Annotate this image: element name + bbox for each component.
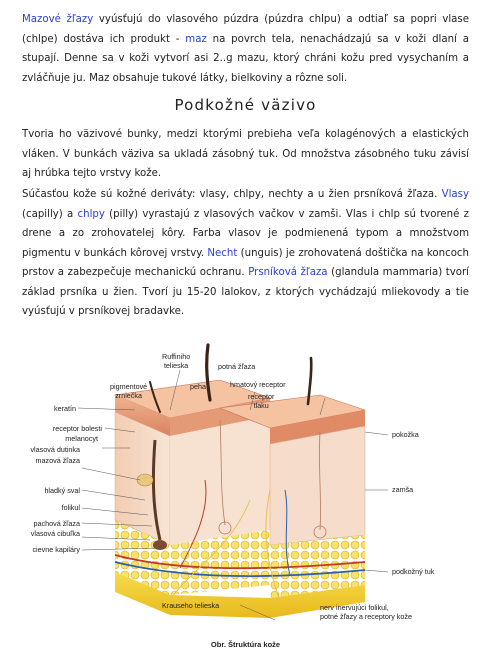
label-pigment [110, 383, 147, 400]
label-hmatovy: hmatový receptor [230, 380, 286, 389]
label-ruffini [162, 353, 190, 370]
label-text: receptor tlaku [248, 392, 275, 410]
label-nerv [320, 604, 412, 621]
text-segment: (glandula mammaria) tvorí základ prsníka u žien. Tvorí ju 15-20 lalokov, z ktorých vychádzajú mliekovody a tie vyúsťujú v prsníkovej bradavke. [22, 267, 470, 317]
label-pachova: pachová žľaza [33, 519, 80, 528]
text-segment: na povrch tela, nenachádzajú sa v koži dlaní a stupají. Denne sa v koži vytvorí asi 2..g mazu, ktorý chráni kožu pred vysychaním a zvláčňuje ju. Maz obsahuje tukové látky, bielkoviny a rôzne soli. [22, 33, 469, 84]
label-keratin: keratín [54, 404, 76, 413]
paragraph-skin-derivatives [22, 185, 469, 322]
label-tlaku [248, 393, 274, 410]
skin-structure-figure [20, 340, 470, 640]
link-maz[interactable]: maz [185, 33, 207, 45]
link-prsnikova-zlaza[interactable]: Prsníková žľaza [248, 267, 328, 278]
label-sval: hladký sval [44, 486, 80, 495]
label-kapilary: cievne kapiláry [32, 545, 80, 554]
text-segment: (capilly) a [22, 208, 78, 220]
label-potna-zlaza: potná žľaza [218, 362, 256, 371]
label-melanocyt: melanocyt [65, 434, 98, 443]
label-text: nerv inervujúci folikul, potné žľazy a receptory kože [320, 603, 412, 621]
label-dutinka: vlasová dutinka [30, 445, 80, 454]
label-folikul: folikul [61, 503, 80, 512]
text-segment: (unguis) je zrohovatená doštička na koncoch prstov a zabezpečuje mechanickú ochranu. [22, 247, 469, 278]
label-bolest: receptor bolesti [52, 424, 102, 433]
label-peha: peha [190, 382, 206, 391]
link-chlpy[interactable]: chlpy [77, 208, 105, 220]
text-segment: (pilly) vyrastajú z vlasových vačkov v zamši. Vlas i chlp sú tvorené z drene a zo zrohovatelej kôry. Farba vlasov je podmienená typom a množstvom pigmentu v bunkách kôrovej vrstvy. [22, 208, 469, 259]
label-mazova: mazová žľaza [35, 456, 80, 465]
label-text: Ruffiniho telieska [162, 352, 191, 370]
paragraph-subcutaneous: Tvoria ho väzivové bunky, medzi ktorými prebieha veľa kolagénových a elastických vláken. V bunkách väziva sa ukladá zásobný tuk. Od množstva zásobného tuku závisí aj hrúbka tejto vrstvy kože. [22, 129, 469, 179]
section-heading: Podkožné väzivo [174, 96, 317, 114]
label-zamsa: zamša [392, 485, 414, 494]
text-segment: Súčasťou kože sú kožné deriváty: vlasy, chlpy, nechty a u žien prsníková žľaza. [22, 189, 442, 200]
label-cibulka: vlasová cibuľka [30, 529, 80, 538]
figure-caption: Obr. Štruktúra kože [210, 640, 281, 649]
text-segment: vyúsťujú do vlasového púzdra (púzdra chlpu) a odtiaľ sa popri vlase (chlpe) dostáva ich produkt - [22, 14, 470, 45]
label-text: pigmentové zrniečka [110, 382, 148, 400]
label-podkozny: podkožný tuk [392, 567, 435, 576]
paragraph-sebaceous-glands [22, 10, 469, 88]
label-krause: Krauseho telieska [162, 601, 220, 610]
label-pokozka: pokožka [392, 430, 419, 439]
link-vlasy[interactable]: Vlasy [441, 189, 469, 200]
link-necht[interactable]: Necht [207, 247, 238, 259]
link-mazove-zlazy[interactable]: Mazové žľazy [22, 14, 94, 25]
